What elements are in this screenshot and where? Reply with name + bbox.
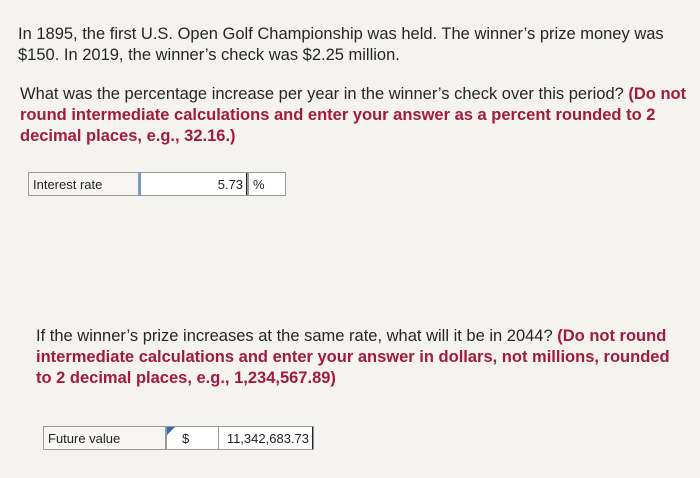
problem-intro-text: In 1895, the first U.S. Open Golf Championship was held. The winner’s prize money was $150. In 2019, the winner’s check was $2.25 million.	[18, 25, 664, 64]
question-2-instruction: (Do not round intermediate calculations and enter your answer in dollars, not millions, rounded to 2 decimal places, e.g., 1,234,567.89)	[36, 327, 670, 387]
question-1-instruction: (Do not round intermediate calculations and enter your answer as a percent rounded to 2 decimal places, e.g., 32.16.)	[20, 85, 687, 145]
interest-rate-label: Interest rate	[28, 172, 139, 196]
future-value-label: Future value	[43, 426, 166, 450]
future-value-value: 11,342,683.73	[218, 427, 313, 449]
currency-symbol: $	[182, 430, 190, 446]
question-2-prompt: If the winner’s prize increases at the same rate, what will it be in 2044?	[36, 327, 553, 345]
future-value-row	[43, 426, 314, 450]
interest-rate-input[interactable]	[139, 172, 248, 196]
flag-marker-icon	[167, 427, 175, 435]
interest-rate-row	[28, 172, 286, 196]
percent-unit: %	[248, 172, 286, 196]
problem-intro	[18, 24, 694, 66]
future-value-input[interactable]	[166, 426, 314, 450]
question-1-prompt: What was the percentage increase per year in the winner’s check over this period?	[20, 85, 624, 103]
interest-rate-value: 5.73	[218, 173, 247, 195]
question-1	[20, 84, 696, 147]
question-2	[36, 326, 686, 389]
